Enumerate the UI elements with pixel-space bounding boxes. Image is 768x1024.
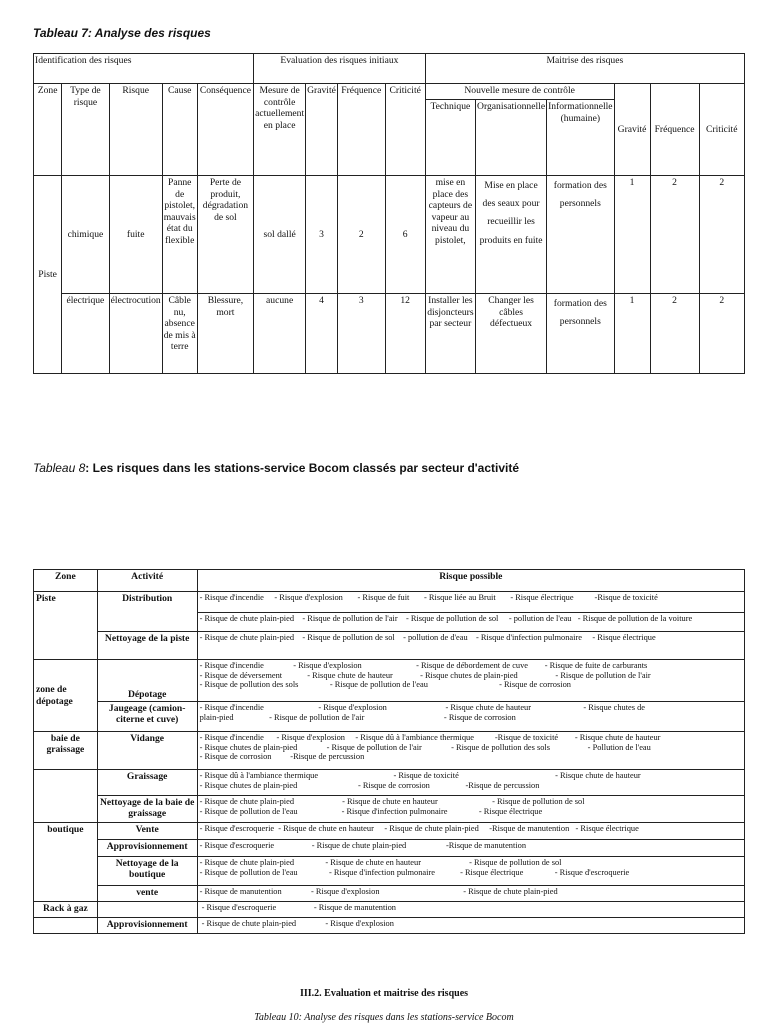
zone-empty <box>34 918 98 934</box>
activity-cell: Graissage <box>97 770 197 796</box>
gravite-cell: 3 <box>306 176 338 294</box>
informationnelle-cell: formation des personnels <box>547 176 614 294</box>
zone-depotage: zone de dépotage <box>34 660 98 732</box>
mesure-cell: aucune <box>254 294 306 374</box>
table-row <box>34 840 745 857</box>
col-frequence: Fréquence <box>337 84 385 176</box>
tableau-7-caption: Tableau 7: Analyse des risques <box>33 26 211 40</box>
risks-cell: - Risque d'incendie - Risque d'explosion - Risque de débordement de cuve - Risque de fuite de carburants - Risque de déversement - Risque chute de hauteur - Risque chutes de plain-pied - Risque de pollution de l'air - Risque de pollution des sols - Risque de pollution de l'eau - Risque de corrosion <box>197 660 744 702</box>
gravite2-cell: 1 <box>614 176 650 294</box>
activity-cell: vente <box>97 886 197 902</box>
table-row <box>34 294 745 374</box>
activity-cell: Vidange <box>97 732 197 770</box>
table-row <box>34 176 745 294</box>
col-risque: Risque <box>109 84 162 176</box>
col-gravite-2: Gravité <box>614 84 650 176</box>
risks-cell: - Risque d'incendie - Risque d'explosion - Risque de fuit - Risque liée au Bruit - Risque électrique -Risque de toxicité <box>197 592 744 613</box>
cause-cell: Panne de pistolet, mauvais état du flexible <box>162 176 197 294</box>
activity-cell <box>97 902 197 918</box>
risks-cell: - Risque de manutention - Risque d'explosion - Risque de chute plain-pied <box>197 886 744 902</box>
table-row <box>34 857 745 886</box>
criticite-cell: 6 <box>385 176 425 294</box>
activity-cell: Dépotage <box>97 660 197 702</box>
table-row <box>34 632 745 660</box>
tableau-8-caption <box>33 461 519 475</box>
consequence-cell: Blessure, mort <box>197 294 253 374</box>
type-cell: électrique <box>62 294 109 374</box>
consequence-cell: Perte de produit, dégradation de sol <box>197 176 253 294</box>
col-type: Type de risque <box>62 84 109 176</box>
tableau-8-caption-text: : Les risques dans les stations-service Bocom classés par secteur d'activité <box>85 461 519 475</box>
risque-cell: électrocution <box>109 294 162 374</box>
col-criticite: Criticité <box>385 84 425 176</box>
zone-graissage: baie de graissage <box>34 732 98 770</box>
risks-cell: - Risque d'escroquerie - Risque de chute plain-pied -Risque de manutention <box>197 840 744 857</box>
risks-cell: - Risque de chute plain-pied - Risque de chute en hauteur - Risque de pollution de sol - Risque de pollution de l'eau - Risque d'infection pulmonaire - Risque électrique - Risque d'escroquerie <box>197 857 744 886</box>
zone-piste: Piste <box>34 592 98 660</box>
risks-cell: - Risque de chute plain-pied - Risque de pollution de sol - pollution de d'eau - Risque d'infection pulmonaire - Risque électrique <box>197 632 744 660</box>
col-criticite-2: Criticité <box>699 84 745 176</box>
gravite-cell: 4 <box>306 294 338 374</box>
activity-cell: Approvisionnement <box>97 840 197 857</box>
criticite2-cell: 2 <box>699 294 745 374</box>
risks-by-activity-table <box>33 569 745 934</box>
col-mesure: Mesure de contrôle actuellement en place <box>254 84 306 176</box>
activity-cell: Nettoyage de la piste <box>97 632 197 660</box>
organisationnelle-cell: Mise en place des seaux pour recueillir les produits en fuite <box>476 176 547 294</box>
header-evaluation: Evaluation des risques initiaux <box>254 54 426 84</box>
section-heading: III.2. Evaluation et maitrise des risques <box>299 988 469 999</box>
technique-cell: mise en place des capteurs de vapeur au niveau du pistolet, <box>425 176 475 294</box>
mesure-cell: sol dallé <box>254 176 306 294</box>
table-row <box>34 886 745 902</box>
activity-cell: Vente <box>97 823 197 840</box>
header-risque: Risque possible <box>197 570 744 592</box>
header-maitrise: Maitrise des risques <box>425 54 744 84</box>
cause-cell: Câble nu, absence de mis à terre <box>162 294 197 374</box>
col-gravite: Gravité <box>306 84 338 176</box>
header-nouvelle-mesure: Nouvelle mesure de contrôle <box>425 84 614 100</box>
frequence2-cell: 2 <box>650 176 699 294</box>
risks-cell: - Risque de chute plain-pied - Risque d'explosion <box>197 918 744 934</box>
col-organisationnelle: Organisationnelle <box>476 100 547 176</box>
table-row <box>34 592 745 613</box>
table-row <box>34 902 745 918</box>
gravite2-cell: 1 <box>614 294 650 374</box>
activity-cell: Approvisionnement <box>97 918 197 934</box>
header-zone: Zone <box>34 570 98 592</box>
col-technique: Technique <box>425 100 475 176</box>
risks-cell: - Risque dû à l'ambiance thermique - Risque de toxicité - Risque chute de hauteur - Risque chutes de plain-pied - Risque de corrosion -Risque de percussion <box>197 770 744 796</box>
activity-cell: Jaugeage (camion-citerne et cuve) <box>97 702 197 732</box>
zone-empty <box>34 770 98 823</box>
tableau-8-caption-prefix: Tableau 8 <box>33 461 86 475</box>
criticite2-cell: 2 <box>699 176 745 294</box>
header-identification: Identification des risques <box>34 54 254 84</box>
tableau-10-caption: Tableau 10: Analyse des risques dans les stations-service Bocom <box>254 1012 514 1023</box>
technique-cell: Installer les disjoncteurs par secteur <box>425 294 475 374</box>
frequence-cell: 3 <box>337 294 385 374</box>
criticite-cell: 12 <box>385 294 425 374</box>
organisationnelle-cell: Changer les câbles défectueux <box>476 294 547 374</box>
activity-cell: Nettoyage de la boutique <box>97 857 197 886</box>
table-row <box>34 823 745 840</box>
table-row <box>34 918 745 934</box>
risks-cell: - Risque de chute plain-pied - Risque de pollution de l'air - Risque de pollution de sol - pollution de l'eau - Risque de pollution de la voiture <box>197 613 744 632</box>
frequence2-cell: 2 <box>650 294 699 374</box>
activity-cell: Nettoyage de la baie de graissage <box>97 796 197 823</box>
col-frequence-2: Fréquence <box>650 84 699 176</box>
risque-cell: fuite <box>109 176 162 294</box>
risks-cell: - Risque d'escroquerie - Risque de manutention <box>197 902 744 918</box>
col-zone: Zone <box>34 84 62 176</box>
frequence-cell: 2 <box>337 176 385 294</box>
header-activite: Activité <box>97 570 197 592</box>
table-row <box>34 732 745 770</box>
zone-boutique: boutique <box>34 823 98 902</box>
col-consequence: Conséquence <box>197 84 253 176</box>
type-cell: chimique <box>62 176 109 294</box>
risk-analysis-table <box>33 53 745 374</box>
col-informationnelle: Informationnelle (humaine) <box>547 100 614 176</box>
col-cause: Cause <box>162 84 197 176</box>
activity-cell: Distribution <box>97 592 197 632</box>
table-row <box>34 796 745 823</box>
table-row <box>34 770 745 796</box>
zone-cell: Piste <box>34 176 62 374</box>
informationnelle-cell: formation des personnels <box>547 294 614 374</box>
table-row <box>34 702 745 732</box>
zone-rack: Rack à gaz <box>34 902 98 918</box>
risks-cell: - Risque d'incendie - Risque d'explosion - Risque dû à l'ambiance thermique -Risque de toxicité - Risque chute de hauteur - Risque chutes de plain-pied - Risque de pollution de l'air - Risque de pollution des sols - Pollution de l'eau - Risque de corrosion -Risque de percussion <box>197 732 744 770</box>
risks-cell: - Risque d'incendie - Risque d'explosion - Risque chute de hauteur - Risque chutes de plain-pied - Risque de pollution de l'air - Risque de corrosion <box>197 702 744 732</box>
risks-cell: - Risque d'escroquerie - Risque de chute en hauteur - Risque de chute plain-pied -Risque de manutention - Risque électrique <box>197 823 744 840</box>
table-row <box>34 660 745 702</box>
risks-cell: - Risque de chute plain-pied - Risque de chute en hauteur - Risque de pollution de sol - Risque de pollution de l'eau - Risque d'infection pulmonaire - Risque électrique <box>197 796 744 823</box>
